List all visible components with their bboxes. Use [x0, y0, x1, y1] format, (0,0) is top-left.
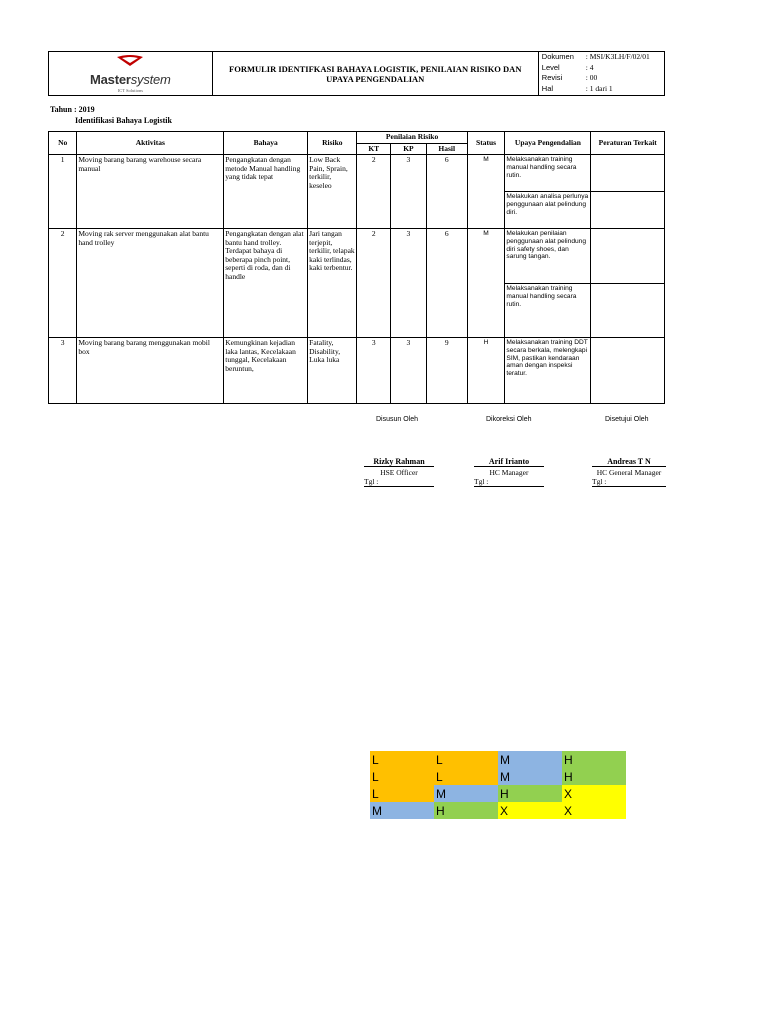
- signer-title: HSE Officer: [364, 466, 434, 477]
- sign-role-dikoreksi: Dikoreksi Oleh: [486, 416, 532, 423]
- sign-role-disusun: Disusun Oleh: [376, 416, 419, 423]
- cell-no: 2: [49, 229, 77, 338]
- cell-risiko: Jari tangan terjepit, terkilir, telapak kaki terlindas, kaki terbentur.: [308, 229, 357, 338]
- meta-row-hal: Hal : 1 dari 1: [541, 83, 613, 93]
- signer-title: HC General Manager: [592, 466, 666, 477]
- cell-aktivitas: Moving barang barang warehouse secara manual: [77, 155, 224, 229]
- logo-word-master: Master: [90, 72, 131, 87]
- risk-matrix-cell: X: [562, 802, 626, 819]
- cell-peraturan: [591, 155, 665, 192]
- cell-status: M: [467, 229, 505, 338]
- form-title: FORMULIR IDENTIFKASI BAHAYA LOGISTIK, PENILAIAN RISIKO DAN UPAYA PENGENDALIAN: [212, 52, 538, 96]
- signer-date: Tgl :: [474, 477, 544, 487]
- signer-name: Andreas T N: [607, 457, 651, 466]
- table-row: [49, 155, 665, 192]
- risk-matrix-cell: M: [498, 768, 562, 785]
- cell-kt: 3: [357, 338, 391, 404]
- header-risiko: Risiko: [308, 132, 357, 155]
- cell-kp: 3: [391, 229, 427, 338]
- cell-hasil: 9: [426, 338, 467, 404]
- section-subheading: Identifikasi Bahaya Logistik: [75, 116, 172, 125]
- signer-title: HC Manager: [474, 466, 544, 477]
- header-aktivitas: Aktivitas: [77, 132, 224, 155]
- cell-status: H: [467, 338, 505, 404]
- cell-kt: 2: [357, 229, 391, 338]
- risk-matrix-cell: H: [562, 751, 626, 768]
- risk-matrix-cell: H: [498, 785, 562, 802]
- header-penilaian: Penilaian Risiko: [357, 132, 467, 144]
- risk-matrix-row: [370, 751, 626, 768]
- cell-no: 3: [49, 338, 77, 404]
- header-upaya: Upaya Pengendalian: [505, 132, 591, 155]
- header-no: No: [49, 132, 77, 155]
- cell-upaya: Melaksanakan training manual handling secara rutin.: [505, 284, 591, 338]
- signer-name: Arif Irianto: [488, 457, 530, 466]
- logo-cell: [49, 52, 213, 96]
- cell-peraturan: [591, 192, 665, 229]
- cell-bahaya: Pengangkatan dengan alat bantu hand trolley. Terdapat bahaya di beberapa pinch point, seperti di roda, dan di handle: [224, 229, 308, 338]
- cell-bahaya: Kemungkinan kejadian laka lantas, Kecelakaan tunggal, Kecelakaan beruntun,: [224, 338, 308, 404]
- risk-matrix-cell: M: [498, 751, 562, 768]
- header-peraturan: Peraturan Terkait: [591, 132, 665, 155]
- cell-aktivitas: Moving rak server menggunakan alat bantu hand trolley: [77, 229, 224, 338]
- signer-name: Rizky Rahman: [373, 457, 425, 466]
- header-kt: KT: [357, 143, 391, 155]
- logo-subtitle: ICT Solutions: [117, 88, 144, 93]
- header-hasil: Hasil: [426, 143, 467, 155]
- document-meta: [538, 52, 664, 96]
- cell-kt: 2: [357, 155, 391, 229]
- risk-matrix-cell: L: [370, 785, 434, 802]
- cell-upaya: Melaksanakan training manual handling secara rutin.: [505, 155, 591, 192]
- signature-block-3: [592, 457, 666, 487]
- cell-kp: 3: [391, 155, 427, 229]
- logo-wordmark: [49, 72, 212, 87]
- form-header: [48, 51, 665, 96]
- risk-matrix-cell: H: [434, 802, 498, 819]
- meta-row-level: Level : 4: [541, 62, 594, 72]
- risk-matrix-cell: L: [370, 768, 434, 785]
- cell-peraturan: [591, 284, 665, 338]
- risk-matrix-cell: L: [434, 768, 498, 785]
- cell-hasil: 6: [426, 229, 467, 338]
- cell-peraturan: [591, 338, 665, 404]
- header-kp: KP: [391, 143, 427, 155]
- meta-row-revisi: Revisi : 00: [541, 73, 598, 82]
- risk-matrix: [370, 751, 626, 819]
- year-label: Tahun : 2019: [50, 105, 95, 114]
- table-row: [49, 229, 665, 284]
- risk-matrix-cell: M: [370, 802, 434, 819]
- risk-matrix-cell: L: [370, 751, 434, 768]
- cell-upaya: Melakukan penilaian penggunaan alat pelindung diri safety shoes, dan sarung tangan.: [505, 229, 591, 284]
- cell-risiko: Fatality, Disability, Luka luka: [308, 338, 357, 404]
- hazard-table: [48, 131, 665, 404]
- signer-date: Tgl :: [592, 477, 666, 487]
- cell-status: M: [467, 155, 505, 229]
- risk-matrix-row: [370, 785, 626, 802]
- meta-row-dokumen: Dokumen : MSI/K3LH/F/02/01: [541, 52, 650, 61]
- cell-no: 1: [49, 155, 77, 229]
- signer-date: Tgl :: [364, 477, 434, 487]
- sign-role-disetujui: Disetujui Oleh: [605, 416, 649, 423]
- risk-matrix-cell: L: [434, 751, 498, 768]
- risk-matrix-cell: H: [562, 768, 626, 785]
- risk-matrix-cell: X: [562, 785, 626, 802]
- cell-upaya: Melaksanakan training DDT secara berkala, melengkapi SIM, pastikan kendaraan aman dengan inspeksi teratur.: [505, 338, 591, 404]
- cell-peraturan: [591, 229, 665, 284]
- risk-matrix-cell: M: [434, 785, 498, 802]
- cell-hasil: 6: [426, 155, 467, 229]
- risk-matrix-row: [370, 802, 626, 819]
- table-row: [49, 338, 665, 404]
- cell-aktivitas: Moving barang barang menggunakan mobil box: [77, 338, 224, 404]
- risk-matrix-row: [370, 768, 626, 785]
- cell-upaya: Melakukan analisa perlunya penggunaan alat pelindung diri.: [505, 192, 591, 229]
- cell-bahaya: Pengangkatan dengan metode Manual handling yang tidak tepat: [224, 155, 308, 229]
- signature-block-2: [474, 457, 544, 487]
- mastersystem-logo-icon: [115, 54, 145, 67]
- logo-word-system: system: [130, 72, 171, 87]
- header-status: Status: [467, 132, 505, 155]
- risk-matrix-cell: X: [498, 802, 562, 819]
- header-bahaya: Bahaya: [224, 132, 308, 155]
- cell-risiko: Low Back Pain, Sprain, terkilir, keseleo: [308, 155, 357, 229]
- cell-kp: 3: [391, 338, 427, 404]
- signature-block-1: [364, 457, 434, 487]
